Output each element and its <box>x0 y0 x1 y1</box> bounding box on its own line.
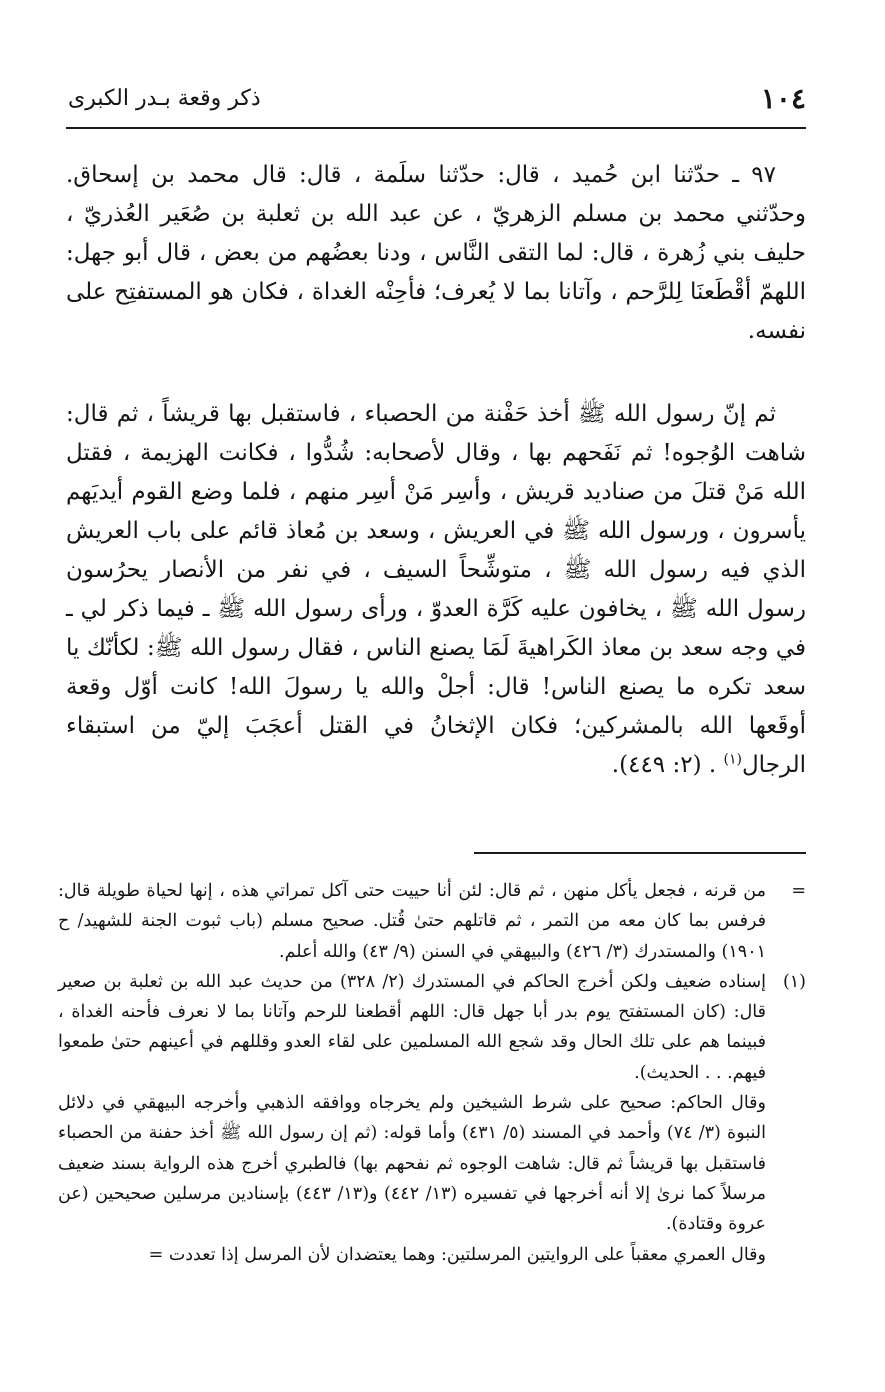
narration-paragraph-97: ٩٧ ـ حدّثنا ابن حُميد ، قال: حدّثنا سلَمة ، قال: قال محمد بن إسحاق. وحدّثني محمد بن مسلم الزهريّ ، عن عبد الله بن ثعلبة بن صُعَير العُذريّ ، حليف بني زُهرة ، قال: لما التقى النَّاس ، ودنا بعضُهم من بعض ، قال أبو جهل: اللهمّ أقْطَعنَا لِلرَّحم ، وآتانا بما لا يُعرف؛ فأحِنْه الغداة ، فكان هو المستفتِح على نفسه. <box>66 162 806 344</box>
footnote-separator <box>474 852 806 854</box>
footnote-continuation-text: من قرنه ، فجعل يأكل منهن ، ثم قال: لئن أنا حييت حتى آكل تمراتي هذه ، إنها لحياة طويلة قال: فرفس بما كان معه من التمر ، ثم قاتلهم حتىٰ قُتل. صحيح مسلم (باب ثبوت الجنة للشهيد/ ح ١٩٠١) والمستدرك (٣/ ٤٢٦) والبيهقي في السنن (٩/ ٤٣) والله أعلم. <box>58 881 766 962</box>
main-text <box>66 156 806 785</box>
footnote-continuation <box>58 876 806 967</box>
footnote-paragraph-text: وقال العمري معقباً على الروايتين المرسلتين: وهما يعتضدان لأن المرسل إذا تعددت <box>168 1244 766 1265</box>
paragraph-text: ثم إنّ رسول الله ﷺ أخذ حَفْنة من الحصباء ، فاستقبل بها قريشاً ، ثم قال: شاهت الوُجوه! ثم نَفَحهم بها ، وقال لأصحابه: شُدُّوا ، فكانت الهزيمة ، فقتل الله مَنْ قتلَ من صناديد قريش ، وأسِر مَنْ أسِر منهم ، فلما وضع القوم أيديَهم يأسرون ، ورسول الله ﷺ في العريش ، وسعد بن مُعاذ قائم على باب العريش الذي فيه رسول الله ﷺ ، متوشِّحاً السيف ، في نفر من الأنصار يحرُسون رسول الله ﷺ ، يخافون عليه كَرَّة العدوّ ، ورأى رسول الله ﷺ ـ فيما ذكر لي ـ في وجه سعد بن معاذ الكَراهيةَ لَمَا يصنع الناس ، فقال رسول الله ﷺ: لكأنّك يا سعد تكره ما يصنع الناس! قال: أجلْ والله يا رسولَ الله! كانت أوّل وقعة أوقَعها الله بالمشركين؛ فكان الإثخانُ في القتل أعجَبَ إليّ من استبقاء الرجال <box>66 401 807 778</box>
footnote-reference: (١) <box>723 751 742 768</box>
footnote-marker: (١) <box>782 971 806 992</box>
continuation-marker: = <box>791 881 806 901</box>
footnotes <box>58 876 806 1270</box>
narration-paragraph-continuation <box>66 395 806 785</box>
source-citation: . (٢: ٤٤٩). <box>611 752 717 778</box>
running-title: ذكر وقعة بـدر الكبرى <box>68 86 261 111</box>
footnote-paragraph: إسناده ضعيف ولكن أخرج الحاكم في المستدرك (٢/ ٣٢٨) من حديث عبد الله بن ثعلبة بن صعير قال: (كان المستفتح يوم بدر أبا جهل قال: اللهم أقطعنا للرحم وآتانا بما لا نعرف فأحنه الغداة ، فبينما هم على تلك الحال وقد شجع الله المسلمين على لقاء العدو وقللهم في أعينهم حتىٰ طمعوا فيهم. . . الحديث). <box>58 971 766 1083</box>
page-number: ١٠٤ <box>760 82 806 115</box>
footnote-paragraph: وقال الحاكم: صحيح على شرط الشيخين ولم يخرجاه ووافقه الذهبي وأخرجه البيهقي في دلائل النبوة (٣/ ٧٤) وأحمد في المسند (٥/ ٤٣١) وأما قوله: (ثم إن رسول الله ﷺ أخذ حفنة من الحصباء فاستقبل بها قريشاً ثم قال: شاهت الوجوه ثم نفحهم بها) فالطبري أخرج هذه الرواية بسند ضعيف مرسلاً كما نرىٰ إلا أنه أخرجها في تفسيره (١٣/ ٤٤٢) و(١٣/ ٤٤٣) بإسنادين مرسلين صحيحين (عن عروة وقتادة). <box>58 1093 767 1235</box>
header-rule <box>66 127 806 129</box>
footnote-1 <box>58 967 806 1270</box>
footnote-paragraph <box>58 1240 766 1270</box>
end-continuation-marker: = <box>148 1244 164 1265</box>
page-header <box>66 82 806 122</box>
